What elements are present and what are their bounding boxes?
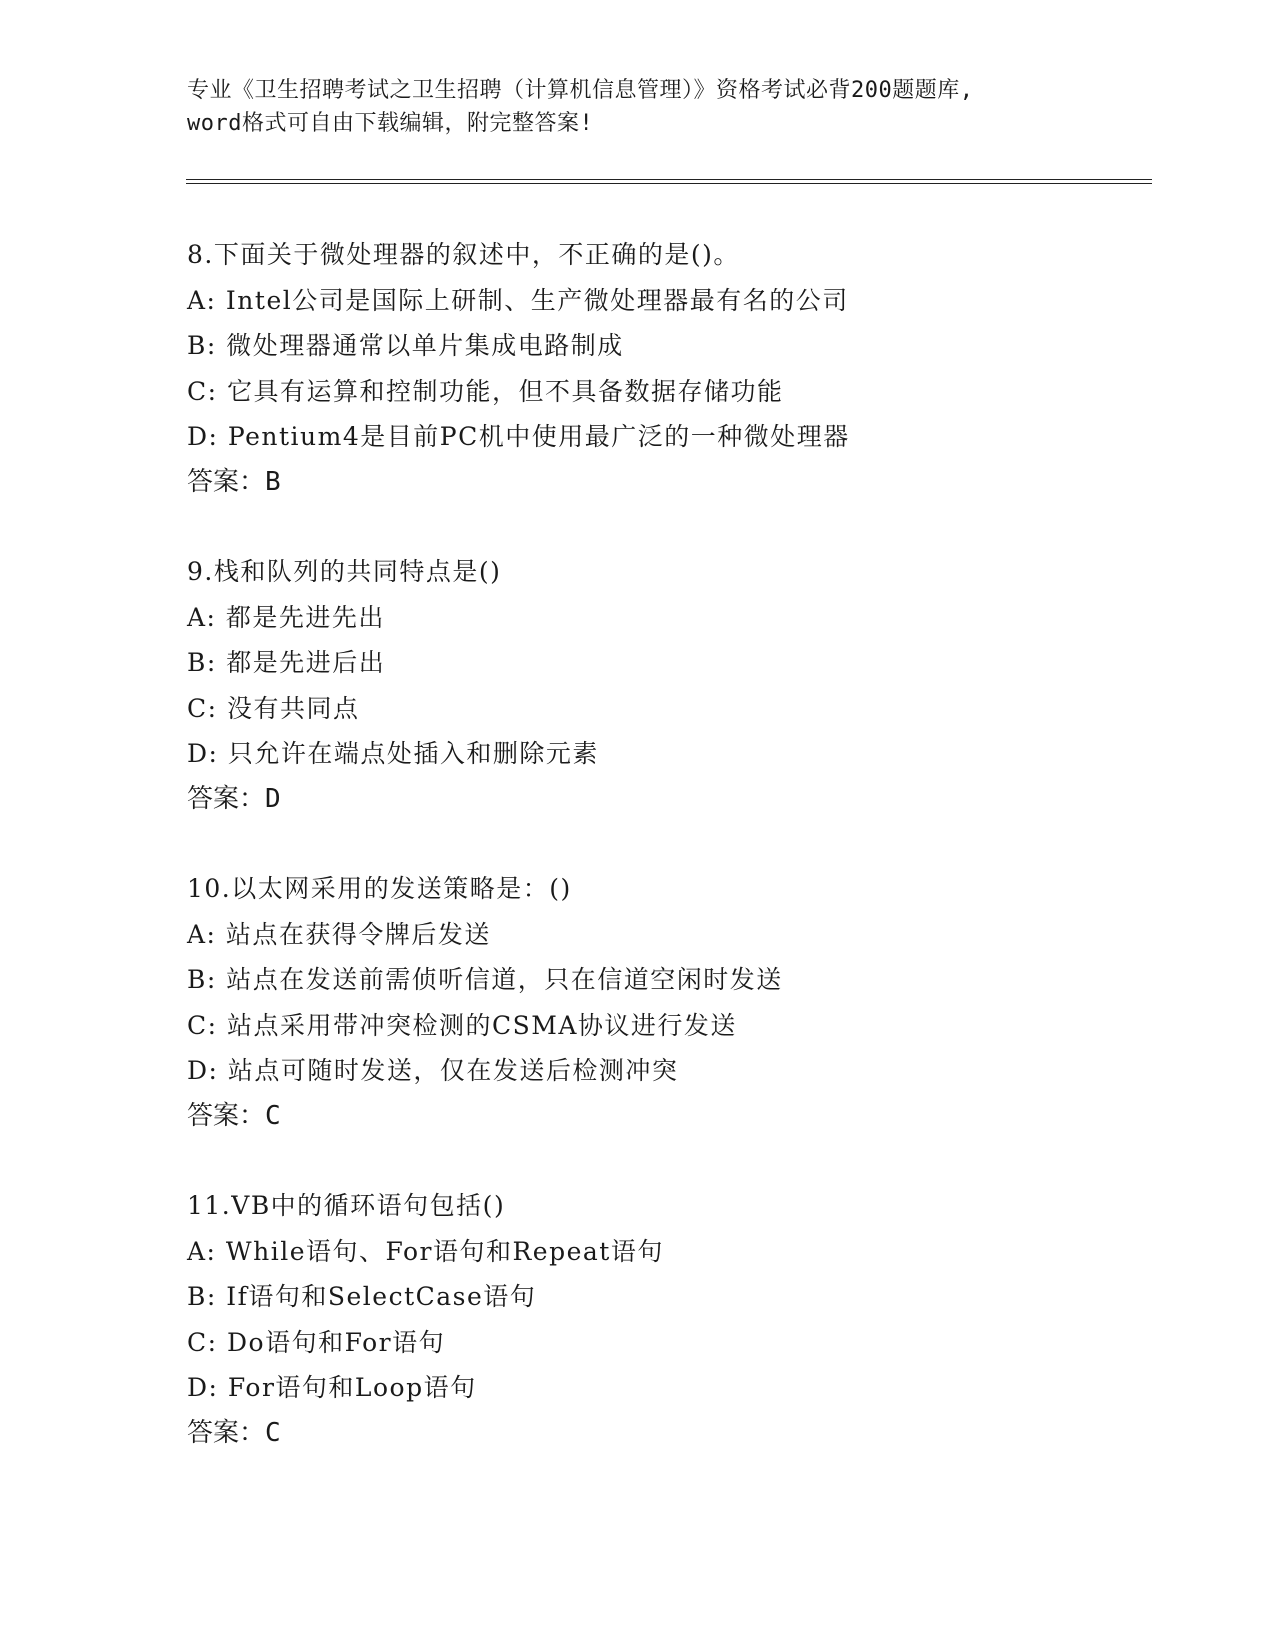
answer-line: 答案：C <box>187 1417 281 1448</box>
question-11 <box>187 1183 1187 1456</box>
question-stem: 9.栈和队列的共同特点是() <box>187 557 502 586</box>
question-list <box>187 232 1187 1500</box>
question-stem: 11.VB中的循环语句包括() <box>187 1191 506 1220</box>
question-9 <box>187 549 1187 822</box>
header-double-rule <box>186 179 1152 184</box>
answer-line: 答案：D <box>187 783 281 814</box>
header-line-2: word格式可自由下载编辑，附完整答案! <box>187 111 594 136</box>
option-d: D: 只允许在端点处插入和删除元素 <box>187 739 599 768</box>
option-d: D: For语句和Loop语句 <box>187 1373 477 1402</box>
option-b: B: 都是先进后出 <box>187 648 386 677</box>
header-line-1: 专业《卫生招聘考试之卫生招聘（计算机信息管理）》资格考试必背200题题库, <box>187 78 974 103</box>
option-a: A: Intel公司是国际上研制、生产微处理器最有名的公司 <box>187 285 849 315</box>
option-c: C: 没有共同点 <box>187 693 360 723</box>
option-b: B: 站点在发送前需侦听信道，只在信道空闲时发送 <box>187 965 783 994</box>
option-d: D: 站点可随时发送，仅在发送后检测冲突 <box>187 1056 679 1085</box>
answer-line: 答案：B <box>187 466 281 497</box>
question-10 <box>187 866 1187 1139</box>
option-a: A: 站点在获得令牌后发送 <box>187 919 491 949</box>
question-stem: 10.以太网采用的发送策略是：() <box>187 874 572 903</box>
question-8 <box>187 232 1187 505</box>
option-b: B: If语句和SelectCase语句 <box>187 1282 537 1311</box>
option-a: A: 都是先进先出 <box>187 602 385 632</box>
option-d: D: Pentium4是目前PC机中使用最广泛的一种微处理器 <box>187 422 850 451</box>
answer-line: 答案：C <box>187 1100 281 1131</box>
option-b: B: 微处理器通常以单片集成电路制成 <box>187 331 624 360</box>
question-stem: 8.下面关于微处理器的叙述中，不正确的是()。 <box>187 240 740 269</box>
option-a: A: While语句、For语句和Repeat语句 <box>187 1236 664 1266</box>
option-c: C: Do语句和For语句 <box>187 1327 446 1357</box>
option-c: C: 站点采用带冲突检测的CSMA协议进行发送 <box>187 1010 737 1040</box>
document-header <box>187 74 1087 140</box>
option-c: C: 它具有运算和控制功能，但不具备数据存储功能 <box>187 376 784 406</box>
